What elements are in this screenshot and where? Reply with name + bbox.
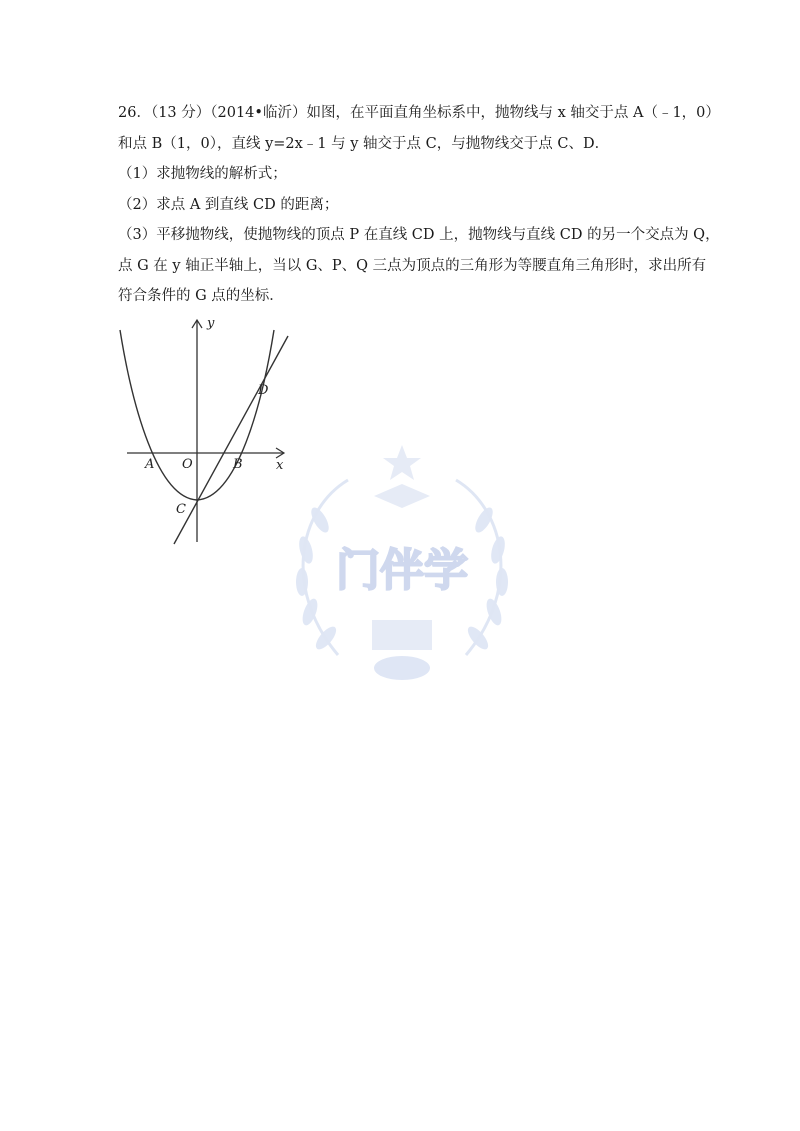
watermark-logo [278,440,526,690]
question-3-line-1: （3）平移抛物线，使抛物线的顶点 P 在直线 CD 上，抛物线与直线 CD 的另一个交点为 Q， [118,227,720,243]
point-c-label: C [176,502,186,517]
line-cd [174,336,288,544]
point-b-label: B [233,457,243,472]
question-1: （1）求抛物线的解析式； [118,166,287,182]
point-a-label: A [145,457,155,472]
origin-label: O [182,457,193,472]
grad-cap-icon [374,484,430,508]
coordinate-figure [112,310,297,555]
question-2: （2）求点 A 到直线 CD 的距离； [118,196,339,213]
problem-text [118,98,720,312]
point-d-label: D [258,383,269,398]
watermark-svg [278,440,526,690]
y-axis-label: y [207,316,215,331]
pillar-icon [372,620,432,650]
question-3-line-3: 符合条件的 G 点的坐标． [118,288,284,304]
problem-line-2: 和点 B（1，0），直线 y=2x﹣1 与 y 轴交于点 C，与抛物线交于点 C、D． [118,135,610,152]
x-axis-label: x [276,458,284,473]
badge-icon [374,656,430,680]
problem-line-1: 26．（13 分）（2014•临沂）如图，在平面直角坐标系中，抛物线与 x 轴交于点 A（﹣1，0） [118,105,720,121]
figure-svg [112,310,297,555]
watermark-text: 门伴学 [336,545,468,596]
star-icon [383,445,421,480]
question-3-line-2: 点 G 在 y 轴正半轴上，当以 G、P、Q 三点为顶点的三角形为等腰直角三角形时，求出所有 [118,257,707,274]
